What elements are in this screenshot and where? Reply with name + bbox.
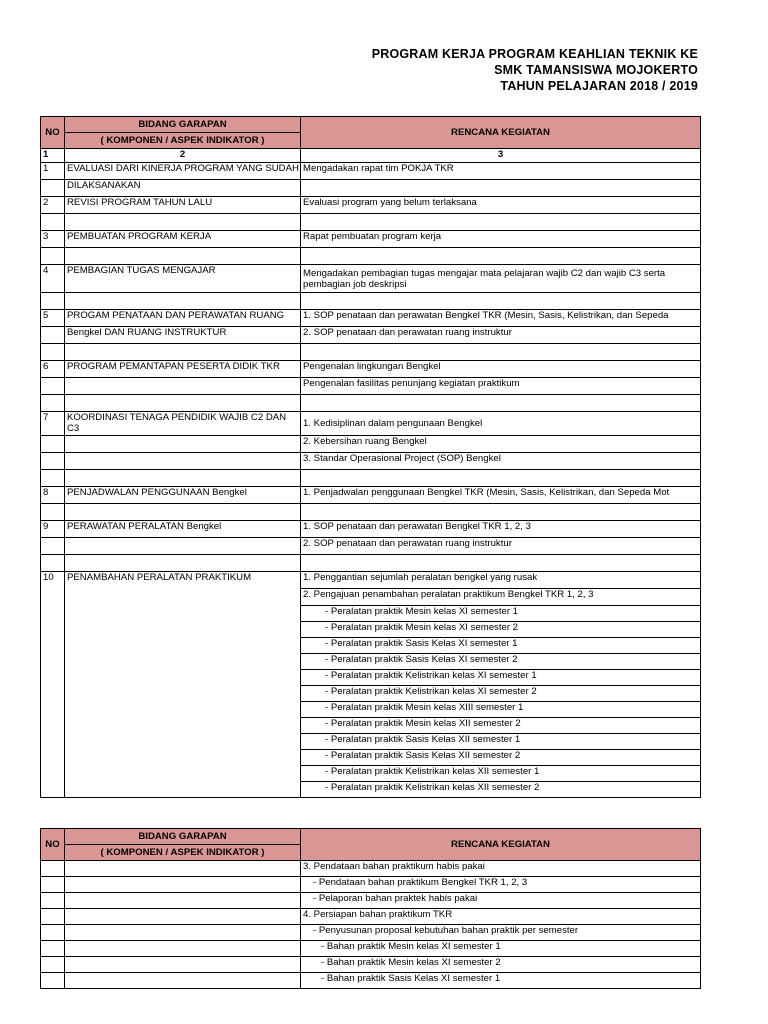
cell-bidang xyxy=(65,470,301,487)
cell-bidang xyxy=(65,909,301,925)
cell-no: 10 xyxy=(41,572,65,589)
cell-bidang xyxy=(65,436,301,453)
header-komponen: ( KOMPONEN / ASPEK INDIKATOR ) xyxy=(65,133,301,149)
cell-rencana: - Peralatan praktik Kelistrikan kelas XI semester 1 xyxy=(301,670,701,686)
cell-bidang xyxy=(65,606,301,622)
cell-bidang xyxy=(65,670,301,686)
cell-bidang xyxy=(65,686,301,702)
cell-rencana: - Penyusunan proposal kebutuhan bahan praktik per semester xyxy=(301,925,701,941)
table-row xyxy=(41,638,701,654)
cell-rencana: - Bahan praktik Mesin kelas XI semester 2 xyxy=(301,957,701,973)
cell-rencana: 2. Pengajuan penambahan peralatan praktikum Bengkel TKR 1, 2, 3 xyxy=(301,589,701,606)
program-table-2 xyxy=(40,828,701,989)
table-row xyxy=(41,378,701,395)
cell-bidang xyxy=(65,378,301,395)
cell-bidang xyxy=(65,973,301,989)
cell-rencana: 1. Penjadwalan penggunaan Bengkel TKR (Mesin, Sasis, Kelistrikan, dan Sepeda Mot xyxy=(301,487,701,504)
cell-bidang xyxy=(65,214,301,231)
table-row xyxy=(41,555,701,572)
table-row xyxy=(41,861,701,877)
cell-no xyxy=(41,589,65,606)
cell-rencana: - Peralatan praktik Sasis Kelas XII semester 2 xyxy=(301,750,701,766)
cell-rencana xyxy=(301,214,701,231)
cell-bidang: EVALUASI DARI KINERJA PROGRAM YANG SUDAH xyxy=(65,163,301,180)
table-row xyxy=(41,412,701,436)
cell-bidang xyxy=(65,453,301,470)
table-row xyxy=(41,973,701,989)
cell-no xyxy=(41,925,65,941)
cell-rencana: 2. SOP penataan dan perawatan ruang instruktur xyxy=(301,327,701,344)
header-no: NO xyxy=(41,829,65,861)
cell-rencana: - Bahan praktik Sasis Kelas XI semester 1 xyxy=(301,973,701,989)
table-row xyxy=(41,893,701,909)
table-row xyxy=(41,750,701,766)
cell-no xyxy=(41,893,65,909)
cell-rencana: Mengadakan pembagian tugas mengajar mata pelajaran wajib C2 dan wajib C3 serta pembagian job deskripsi xyxy=(301,265,701,293)
table-row xyxy=(41,197,701,214)
cell-bidang: KOORDINASI TENAGA PENDIDIK WAJIB C2 DAN C3 xyxy=(65,412,301,436)
cell-no xyxy=(41,702,65,718)
colnum-1: 1 xyxy=(41,149,65,163)
table-row xyxy=(41,941,701,957)
cell-rencana: - Bahan praktik Mesin kelas XI semester 1 xyxy=(301,941,701,957)
cell-no: 6 xyxy=(41,361,65,378)
cell-bidang xyxy=(65,638,301,654)
cell-no xyxy=(41,470,65,487)
cell-bidang: PENJADWALAN PENGGUNAAN Bengkel xyxy=(65,487,301,504)
table-row xyxy=(41,766,701,782)
header-no: NO xyxy=(41,117,65,149)
cell-no xyxy=(41,214,65,231)
cell-bidang xyxy=(65,344,301,361)
cell-rencana: Rapat pembuatan program kerja xyxy=(301,231,701,248)
cell-rencana: 1. Penggantian sejumlah peralatan bengkel yang rusak xyxy=(301,572,701,589)
table-row xyxy=(41,521,701,538)
cell-bidang xyxy=(65,395,301,412)
cell-rencana xyxy=(301,504,701,521)
cell-bidang xyxy=(65,957,301,973)
cell-rencana: Pengenalan lingkungan Bengkel xyxy=(301,361,701,378)
cell-no: 9 xyxy=(41,521,65,538)
cell-no: 3 xyxy=(41,231,65,248)
table-row xyxy=(41,877,701,893)
cell-bidang xyxy=(65,941,301,957)
cell-no xyxy=(41,378,65,395)
cell-no xyxy=(41,327,65,344)
table-row xyxy=(41,686,701,702)
cell-bidang: PROGRAM PEMANTAPAN PESERTA DIDIK TKR xyxy=(65,361,301,378)
cell-rencana xyxy=(301,344,701,361)
cell-no xyxy=(41,957,65,973)
cell-no xyxy=(41,766,65,782)
colnum-2: 2 xyxy=(65,149,301,163)
cell-bidang xyxy=(65,861,301,877)
header-komponen: ( KOMPONEN / ASPEK INDIKATOR ) xyxy=(65,845,301,861)
document-title xyxy=(372,46,698,94)
cell-no xyxy=(41,909,65,925)
table-row xyxy=(41,572,701,589)
cell-rencana: - Peralatan praktik Mesin kelas XII semester 2 xyxy=(301,718,701,734)
table-row xyxy=(41,734,701,750)
cell-rencana: Evaluasi program yang belum terlaksana xyxy=(301,197,701,214)
cell-rencana xyxy=(301,248,701,265)
cell-rencana: - Peralatan praktik Sasis Kelas XI semester 2 xyxy=(301,654,701,670)
table-row xyxy=(41,231,701,248)
cell-bidang: PENAMBAHAN PERALATAN PRAKTIKUM xyxy=(65,572,301,589)
table-row xyxy=(41,361,701,378)
table-row xyxy=(41,214,701,231)
cell-bidang xyxy=(65,654,301,670)
cell-no xyxy=(41,538,65,555)
colnum-3: 3 xyxy=(301,149,701,163)
cell-rencana: 1. SOP penataan dan perawatan Bengkel TKR 1, 2, 3 xyxy=(301,521,701,538)
table-row xyxy=(41,327,701,344)
cell-no xyxy=(41,734,65,750)
table-row xyxy=(41,293,701,310)
cell-bidang xyxy=(65,702,301,718)
cell-rencana: 1. SOP penataan dan perawatan Bengkel TKR (Mesin, Sasis, Kelistrikan, dan Sepeda xyxy=(301,310,701,327)
header-bidang: BIDANG GARAPAN xyxy=(65,829,301,845)
table-row xyxy=(41,718,701,734)
cell-no: 2 xyxy=(41,197,65,214)
cell-no xyxy=(41,622,65,638)
cell-no xyxy=(41,718,65,734)
cell-bidang xyxy=(65,622,301,638)
cell-bidang xyxy=(65,555,301,572)
cell-bidang xyxy=(65,750,301,766)
title-line-2: SMK TAMANSISWA MOJOKERTO xyxy=(494,63,698,77)
cell-no xyxy=(41,606,65,622)
cell-rencana: 2. SOP penataan dan perawatan ruang instruktur xyxy=(301,538,701,555)
cell-no xyxy=(41,750,65,766)
cell-no xyxy=(41,180,65,197)
cell-bidang: PROGAM PENATAAN DAN PERAWATAN RUANG xyxy=(65,310,301,327)
cell-no xyxy=(41,638,65,654)
table-row xyxy=(41,470,701,487)
cell-bidang xyxy=(65,538,301,555)
cell-rencana xyxy=(301,180,701,197)
cell-bidang: PEMBUATAN PROGRAM KERJA xyxy=(65,231,301,248)
cell-bidang xyxy=(65,293,301,310)
cell-rencana: Pengenalan fasilitas penunjang kegiatan praktikum xyxy=(301,378,701,395)
cell-rencana xyxy=(301,470,701,487)
cell-rencana: - Peralatan praktik Kelistrikan kelas XI semester 2 xyxy=(301,686,701,702)
cell-rencana: - Peralatan praktik Mesin kelas XI semester 1 xyxy=(301,606,701,622)
cell-rencana: - Pendataan bahan praktikum Bengkel TKR 1, 2, 3 xyxy=(301,877,701,893)
table-row xyxy=(41,248,701,265)
cell-rencana: 1. Kedisiplinan dalam pengunaan Bengkel xyxy=(301,412,701,436)
cell-bidang xyxy=(65,589,301,606)
table-row xyxy=(41,670,701,686)
header-bidang: BIDANG GARAPAN xyxy=(65,117,301,133)
cell-no xyxy=(41,941,65,957)
cell-bidang xyxy=(65,782,301,798)
cell-bidang: PEMBAGIAN TUGAS MENGAJAR xyxy=(65,265,301,293)
table-row xyxy=(41,436,701,453)
table-row xyxy=(41,344,701,361)
cell-rencana: - Peralatan praktik Kelistrikan kelas XII semester 1 xyxy=(301,766,701,782)
table-row xyxy=(41,310,701,327)
cell-bidang xyxy=(65,877,301,893)
cell-no xyxy=(41,973,65,989)
table-row xyxy=(41,504,701,521)
title-line-1: PROGRAM KERJA PROGRAM KEAHLIAN TEKNIK KE xyxy=(371,47,698,61)
table-row xyxy=(41,622,701,638)
cell-no xyxy=(41,293,65,310)
cell-no xyxy=(41,654,65,670)
cell-no xyxy=(41,782,65,798)
cell-rencana: - Peralatan praktik Mesin kelas XI semester 2 xyxy=(301,622,701,638)
cell-rencana: 4. Persiapan bahan praktikum TKR xyxy=(301,909,701,925)
title-line-3: TAHUN PELAJARAN 2018 / 2019 xyxy=(500,79,698,93)
table-row xyxy=(41,957,701,973)
table-row xyxy=(41,487,701,504)
cell-no xyxy=(41,670,65,686)
table-row xyxy=(41,538,701,555)
table-row xyxy=(41,654,701,670)
cell-rencana xyxy=(301,395,701,412)
cell-bidang: PERAWATAN PERALATAN Bengkel xyxy=(65,521,301,538)
cell-no xyxy=(41,504,65,521)
cell-bidang xyxy=(65,734,301,750)
cell-rencana xyxy=(301,555,701,572)
cell-bidang xyxy=(65,893,301,909)
cell-rencana: - Peralatan praktik Kelistrikan kelas XII semester 2 xyxy=(301,782,701,798)
cell-bidang: REVISI PROGRAM TAHUN LALU xyxy=(65,197,301,214)
table-row xyxy=(41,265,701,293)
cell-no xyxy=(41,395,65,412)
cell-rencana: - Peralatan praktik Mesin kelas XIII semester 1 xyxy=(301,702,701,718)
cell-rencana: - Peralatan praktik Sasis Kelas XII semester 1 xyxy=(301,734,701,750)
cell-rencana: Mengadakan rapat tim POKJA TKR xyxy=(301,163,701,180)
table-row xyxy=(41,395,701,412)
cell-bidang xyxy=(65,248,301,265)
cell-no xyxy=(41,453,65,470)
table-row xyxy=(41,925,701,941)
program-table-1 xyxy=(40,116,701,798)
header-rencana: RENCANA KEGIATAN xyxy=(301,117,701,149)
cell-no xyxy=(41,877,65,893)
cell-bidang xyxy=(65,504,301,521)
cell-no: 7 xyxy=(41,412,65,436)
cell-bidang xyxy=(65,766,301,782)
table-row xyxy=(41,163,701,180)
cell-no xyxy=(41,248,65,265)
cell-rencana: - Pelaporan bahan praktek habis pakai xyxy=(301,893,701,909)
table-row xyxy=(41,702,701,718)
cell-no: 5 xyxy=(41,310,65,327)
cell-bidang xyxy=(65,925,301,941)
cell-no xyxy=(41,861,65,877)
table-row xyxy=(41,606,701,622)
cell-rencana: 3. Pendataan bahan praktikum habis pakai xyxy=(301,861,701,877)
cell-no xyxy=(41,555,65,572)
table-row xyxy=(41,453,701,470)
cell-no xyxy=(41,436,65,453)
table-row xyxy=(41,589,701,606)
cell-bidang xyxy=(65,718,301,734)
table-row xyxy=(41,782,701,798)
cell-no: 8 xyxy=(41,487,65,504)
cell-bidang: DILAKSANAKAN xyxy=(65,180,301,197)
cell-rencana: 2. Kebersihan ruang Bengkel xyxy=(301,436,701,453)
cell-rencana: 3. Standar Operasional Project (SOP) Bengkel xyxy=(301,453,701,470)
cell-no: 1 xyxy=(41,163,65,180)
table-row xyxy=(41,909,701,925)
table-row xyxy=(41,180,701,197)
cell-rencana xyxy=(301,293,701,310)
cell-rencana: - Peralatan praktik Sasis Kelas XI semester 1 xyxy=(301,638,701,654)
cell-no xyxy=(41,344,65,361)
cell-bidang: Bengkel DAN RUANG INSTRUKTUR xyxy=(65,327,301,344)
cell-no xyxy=(41,686,65,702)
header-rencana: RENCANA KEGIATAN xyxy=(301,829,701,861)
cell-no: 4 xyxy=(41,265,65,293)
